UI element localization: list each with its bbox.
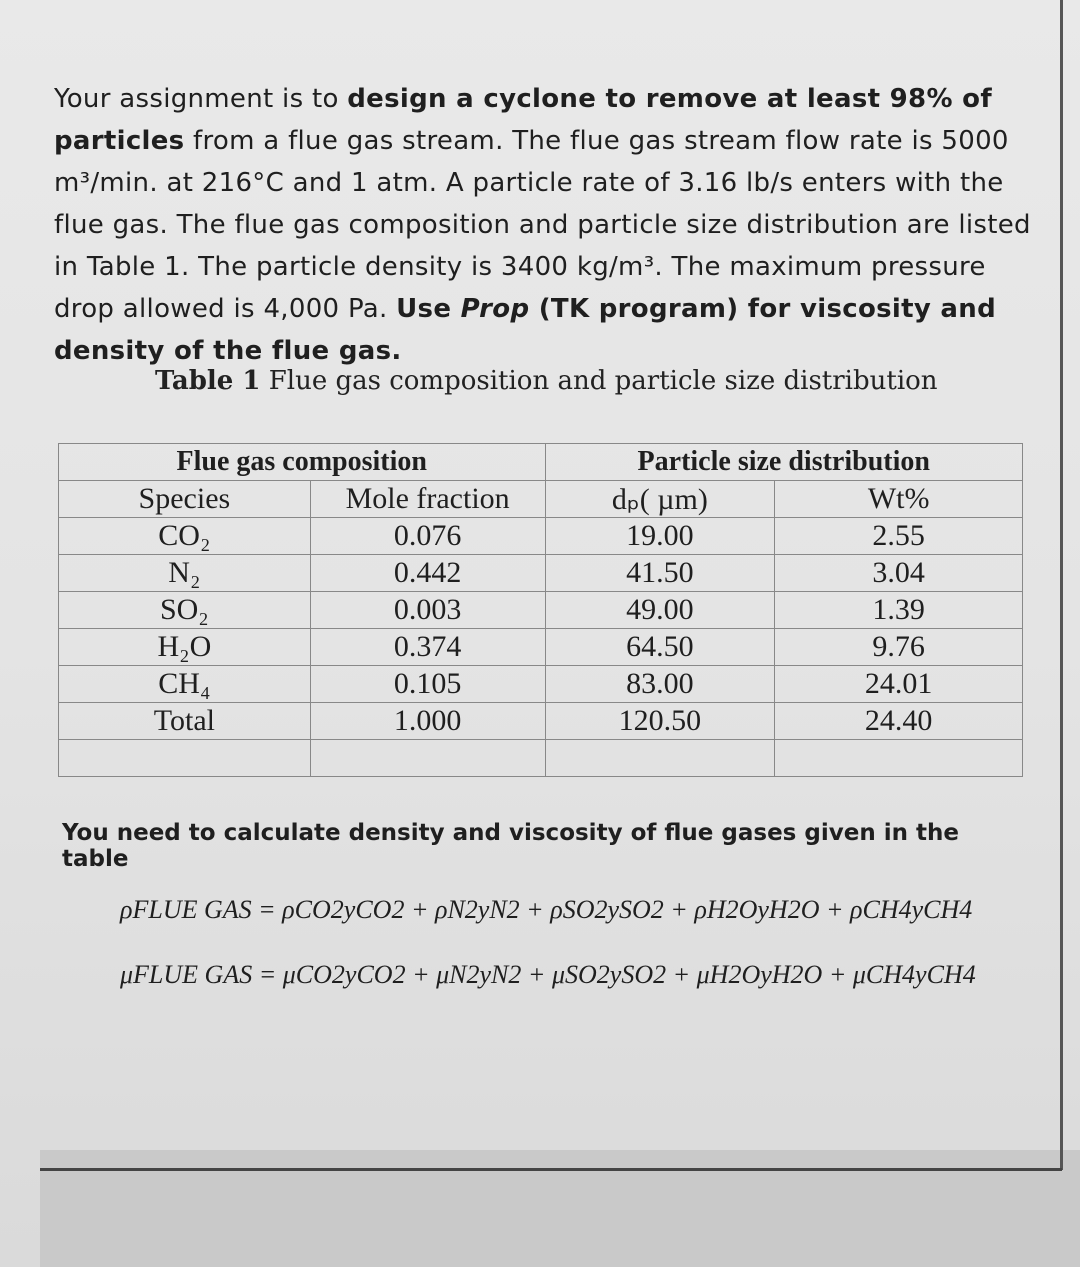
cell-dp: 120.50 <box>545 703 775 740</box>
cell-species: CH₄ <box>59 666 311 703</box>
cell-species: SO₂ <box>59 592 311 629</box>
para-bold-use: Use <box>396 294 461 324</box>
caption-text: Flue gas composition and particle size distribution <box>260 366 938 396</box>
para-bold-goal: design a cyclone to remove at least 98% of particles <box>54 84 992 156</box>
cell-dp: 49.00 <box>545 592 775 629</box>
cell-mole: 0.076 <box>310 518 545 555</box>
table-row <box>59 703 1023 740</box>
table-row <box>59 666 1023 703</box>
table-column-header-row <box>59 481 1023 518</box>
cell-species: CO₂ <box>59 518 311 555</box>
cell-mole: 0.374 <box>310 629 545 666</box>
frame-bottom-border <box>40 1168 1062 1171</box>
para-bold-prop: Prop <box>460 294 530 324</box>
cell-dp: 64.50 <box>545 629 775 666</box>
table-caption <box>155 366 1015 396</box>
composition-table <box>58 443 1023 777</box>
table-row <box>59 555 1023 592</box>
cell-mole: 0.442 <box>310 555 545 592</box>
table-row <box>59 629 1023 666</box>
cell-dp: 19.00 <box>545 518 775 555</box>
table-row <box>59 518 1023 555</box>
cell-species: H₂O <box>59 629 311 666</box>
cell-dp: 83.00 <box>545 666 775 703</box>
cell-wt: 2.55 <box>775 518 1023 555</box>
col-header-mole-fraction: Mole fraction <box>310 481 545 518</box>
cell-empty <box>310 740 545 777</box>
caption-label: Table 1 <box>155 366 261 396</box>
table-row-empty <box>59 740 1023 777</box>
assignment-paragraph <box>54 78 1044 372</box>
cell-empty <box>59 740 311 777</box>
para-part-1: Your assignment is to <box>54 84 348 114</box>
table-row <box>59 592 1023 629</box>
cell-wt: 24.40 <box>775 703 1023 740</box>
cell-wt: 1.39 <box>775 592 1023 629</box>
density-equation: ρFLUE GAS = ρCO2yCO2 + ρN2yN2 + ρSO2ySO2 + ρH2OyH2O + ρCH4yCH4 <box>120 895 973 924</box>
table-group-header-row <box>59 444 1023 481</box>
cell-mole: 0.003 <box>310 592 545 629</box>
cell-wt: 3.04 <box>775 555 1023 592</box>
cell-species: N₂ <box>59 555 311 592</box>
cell-mole: 0.105 <box>310 666 545 703</box>
cell-species: Total <box>59 703 311 740</box>
frame-right-border <box>1060 0 1063 1170</box>
para-bold-rest: (TK program) for viscosity and density of the flue gas. <box>54 294 996 366</box>
cell-wt: 24.01 <box>775 666 1023 703</box>
cell-empty <box>545 740 775 777</box>
col-header-dp: dₚ( µm) <box>545 481 775 518</box>
cell-wt: 9.76 <box>775 629 1023 666</box>
cell-mole: 1.000 <box>310 703 545 740</box>
col-header-wt: Wt% <box>775 481 1023 518</box>
instruction-note: You need to calculate density and viscosity of flue gases given in the table <box>62 820 959 872</box>
viscosity-equation: μFLUE GAS = μCO2yCO2 + μN2yN2 + μSO2ySO2 + μH2OyH2O + μCH4yCH4 <box>120 960 976 989</box>
cell-dp: 41.50 <box>545 555 775 592</box>
group-header-composition: Flue gas composition <box>59 444 546 481</box>
para-part-2: from a flue gas stream. The flue gas stream flow rate is 5000 m³/min. at 216°C and 1 atm. A particle rate of 3.16 lb/s enters with the flue gas. The flue gas composition and particle size distribution are listed in Table 1. The particle density is 3400 kg/m³. The maximum pressure drop allowed is 4,000 Pa. <box>54 126 1031 324</box>
group-header-distribution: Particle size distribution <box>545 444 1023 481</box>
cell-empty <box>775 740 1023 777</box>
col-header-species: Species <box>59 481 311 518</box>
